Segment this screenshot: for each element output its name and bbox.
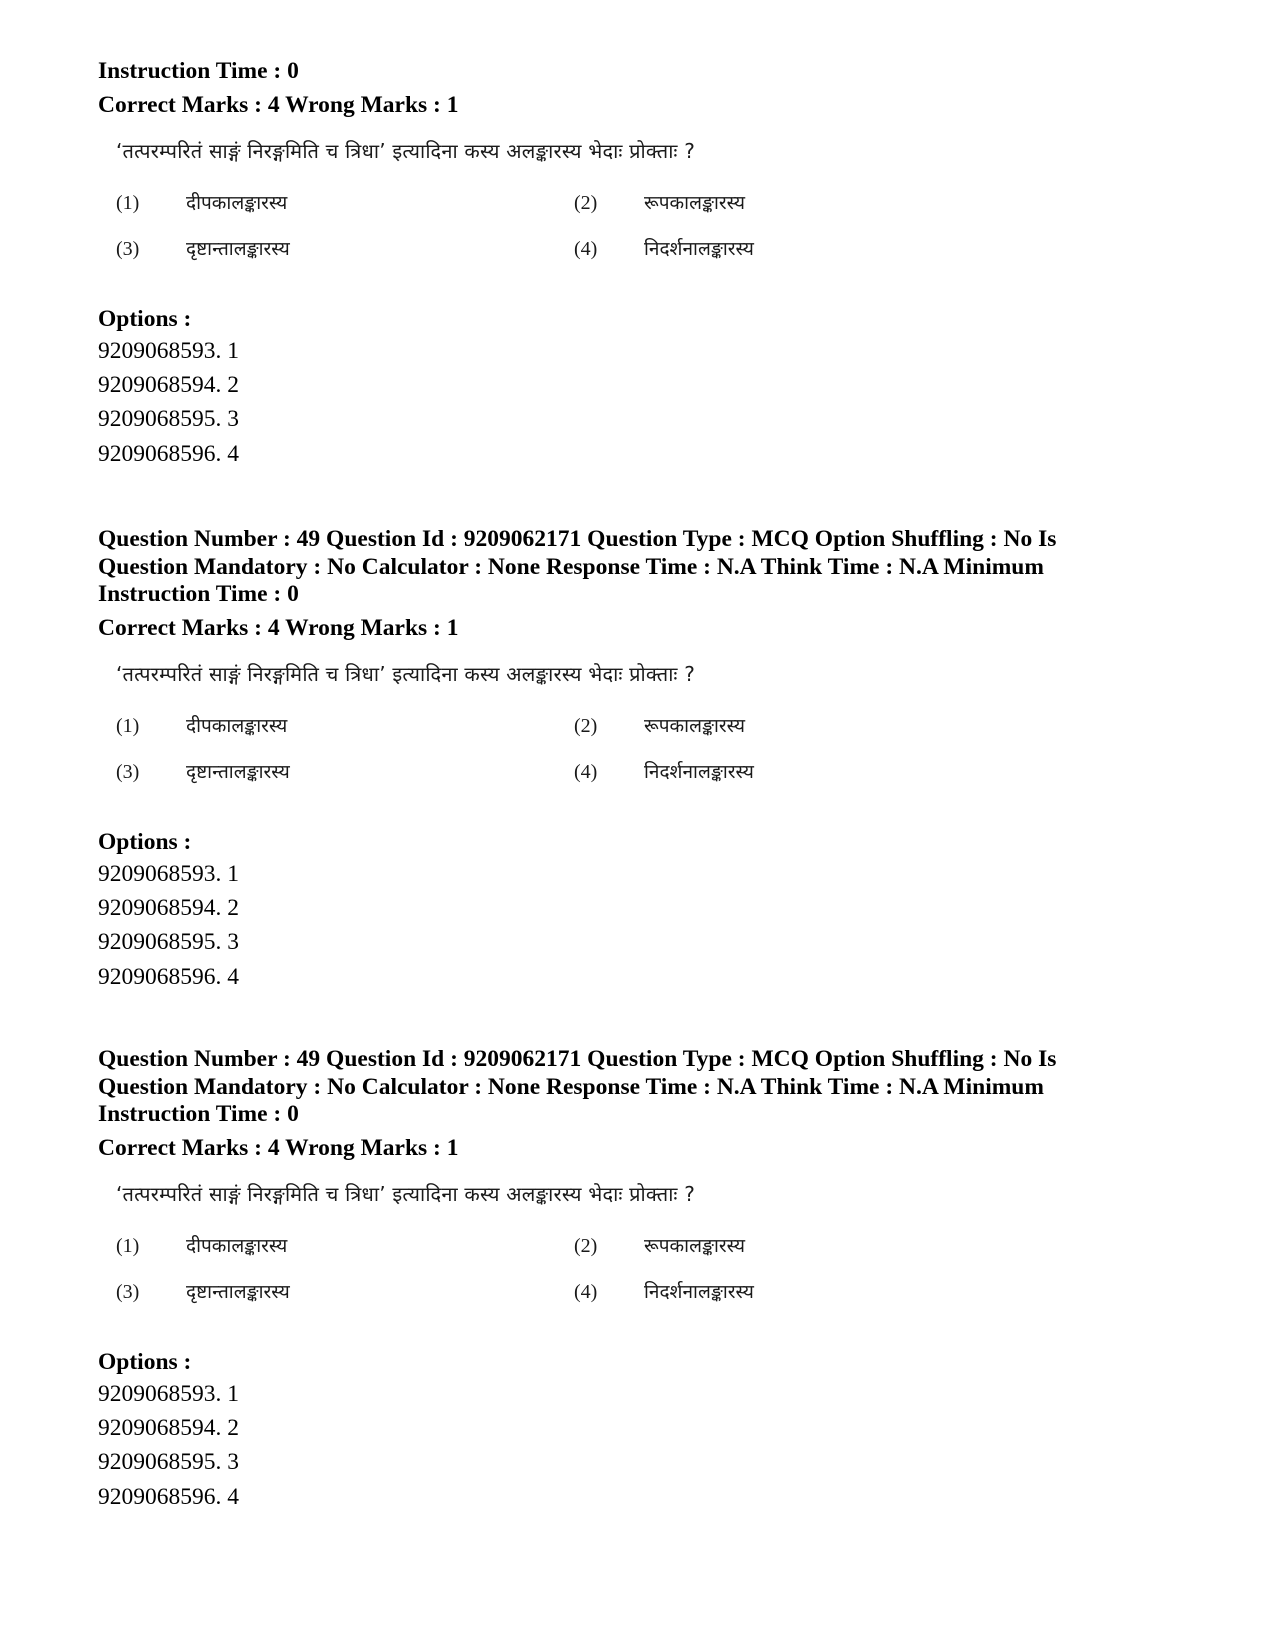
choice-text: दीपकालङ्कारस्य (186, 192, 288, 214)
choice-3 (116, 1278, 290, 1304)
option-line: 9209068595. 3 (98, 1449, 239, 1476)
question-block (98, 58, 1188, 471)
choice-1 (116, 1232, 287, 1258)
question-header-line: Instruction Time : 0 (98, 58, 299, 84)
choice-2 (574, 1232, 745, 1258)
choice-4 (574, 758, 754, 784)
choice-text: रूपकालङ्कारस्य (644, 715, 746, 737)
option-line: 9209068595. 3 (98, 929, 239, 956)
option-line: 9209068593. 1 (98, 1381, 239, 1407)
choice-2 (574, 189, 745, 215)
question-text: ‘तत्परम्परितं साङ्गं निरङ्गमिति च त्रिधा’ इत्यादिना कस्य अलङ्कारस्य भेदाः प्रोक्ताः ? (116, 1182, 696, 1206)
choice-text: रूपकालङ्कारस्य (644, 192, 746, 214)
choice-number: (2) (574, 715, 598, 737)
choice-number: (1) (116, 1235, 140, 1257)
options-title: Options : (98, 1349, 192, 1375)
choice-number: (4) (574, 761, 598, 783)
marks-line: Correct Marks : 4 Wrong Marks : 1 (98, 91, 459, 118)
choice-2 (574, 712, 745, 738)
question-block (98, 526, 1188, 994)
question-image (116, 1180, 816, 1325)
question-header-line: Question Mandatory : No Calculator : None Response Time : N.A Think Time : N.A Minimum (98, 1073, 1044, 1100)
choice-text: दीपकालङ्कारस्य (186, 715, 288, 737)
option-line: 9209068596. 4 (98, 1483, 239, 1510)
choice-4 (574, 1278, 754, 1304)
choice-text: दृष्टान्तालङ्कारस्य (186, 761, 290, 783)
option-line: 9209068596. 4 (98, 440, 239, 467)
question-text: ‘तत्परम्परितं साङ्गं निरङ्गमिति च त्रिधा’ इत्यादिना कस्य अलङ्कारस्य भेदाः प्रोक्ताः ? (116, 139, 696, 163)
choice-text: दृष्टान्तालङ्कारस्य (186, 238, 290, 260)
marks-line: Correct Marks : 4 Wrong Marks : 1 (98, 614, 459, 641)
options-title: Options : (98, 306, 192, 332)
choice-number: (3) (116, 238, 140, 260)
choice-text: दीपकालङ्कारस्य (186, 1235, 288, 1257)
choice-number: (4) (574, 238, 598, 260)
question-image (116, 660, 816, 805)
choice-3 (116, 758, 290, 784)
question-header-line: Question Number : 49 Question Id : 9209062171 Question Type : MCQ Option Shuffling : No Is (98, 1046, 1057, 1072)
choice-number: (2) (574, 192, 598, 214)
option-line: 9209068596. 4 (98, 963, 239, 990)
question-header-line: Question Mandatory : No Calculator : None Response Time : N.A Think Time : N.A Minimum (98, 553, 1044, 580)
choice-text: रूपकालङ्कारस्य (644, 1235, 746, 1257)
option-line: 9209068594. 2 (98, 372, 239, 399)
choice-text: निदर्शनालङ्कारस्य (644, 1281, 754, 1303)
choice-1 (116, 189, 287, 215)
choice-number: (3) (116, 761, 140, 783)
choice-number: (4) (574, 1281, 598, 1303)
choice-number: (3) (116, 1281, 140, 1303)
choice-1 (116, 712, 287, 738)
question-image (116, 137, 816, 282)
marks-line: Correct Marks : 4 Wrong Marks : 1 (98, 1134, 459, 1161)
option-line: 9209068593. 1 (98, 338, 239, 364)
question-header-line: Question Number : 49 Question Id : 9209062171 Question Type : MCQ Option Shuffling : No Is (98, 526, 1057, 552)
option-line: 9209068593. 1 (98, 861, 239, 887)
choice-text: निदर्शनालङ्कारस्य (644, 761, 754, 783)
option-line: 9209068594. 2 (98, 895, 239, 922)
question-text: ‘तत्परम्परितं साङ्गं निरङ्गमिति च त्रिधा’ इत्यादिना कस्य अलङ्कारस्य भेदाः प्रोक्ताः ? (116, 662, 696, 686)
choice-number: (1) (116, 192, 140, 214)
option-line: 9209068594. 2 (98, 1415, 239, 1442)
choice-3 (116, 235, 290, 261)
question-header-line: Instruction Time : 0 (98, 1101, 299, 1127)
choice-4 (574, 235, 754, 261)
choice-number: (2) (574, 1235, 598, 1257)
choice-text: दृष्टान्तालङ्कारस्य (186, 1281, 290, 1303)
question-header-line: Instruction Time : 0 (98, 581, 299, 607)
options-title: Options : (98, 829, 192, 855)
question-block (98, 1046, 1188, 1514)
choice-number: (1) (116, 715, 140, 737)
option-line: 9209068595. 3 (98, 406, 239, 433)
choice-text: निदर्शनालङ्कारस्य (644, 238, 754, 260)
